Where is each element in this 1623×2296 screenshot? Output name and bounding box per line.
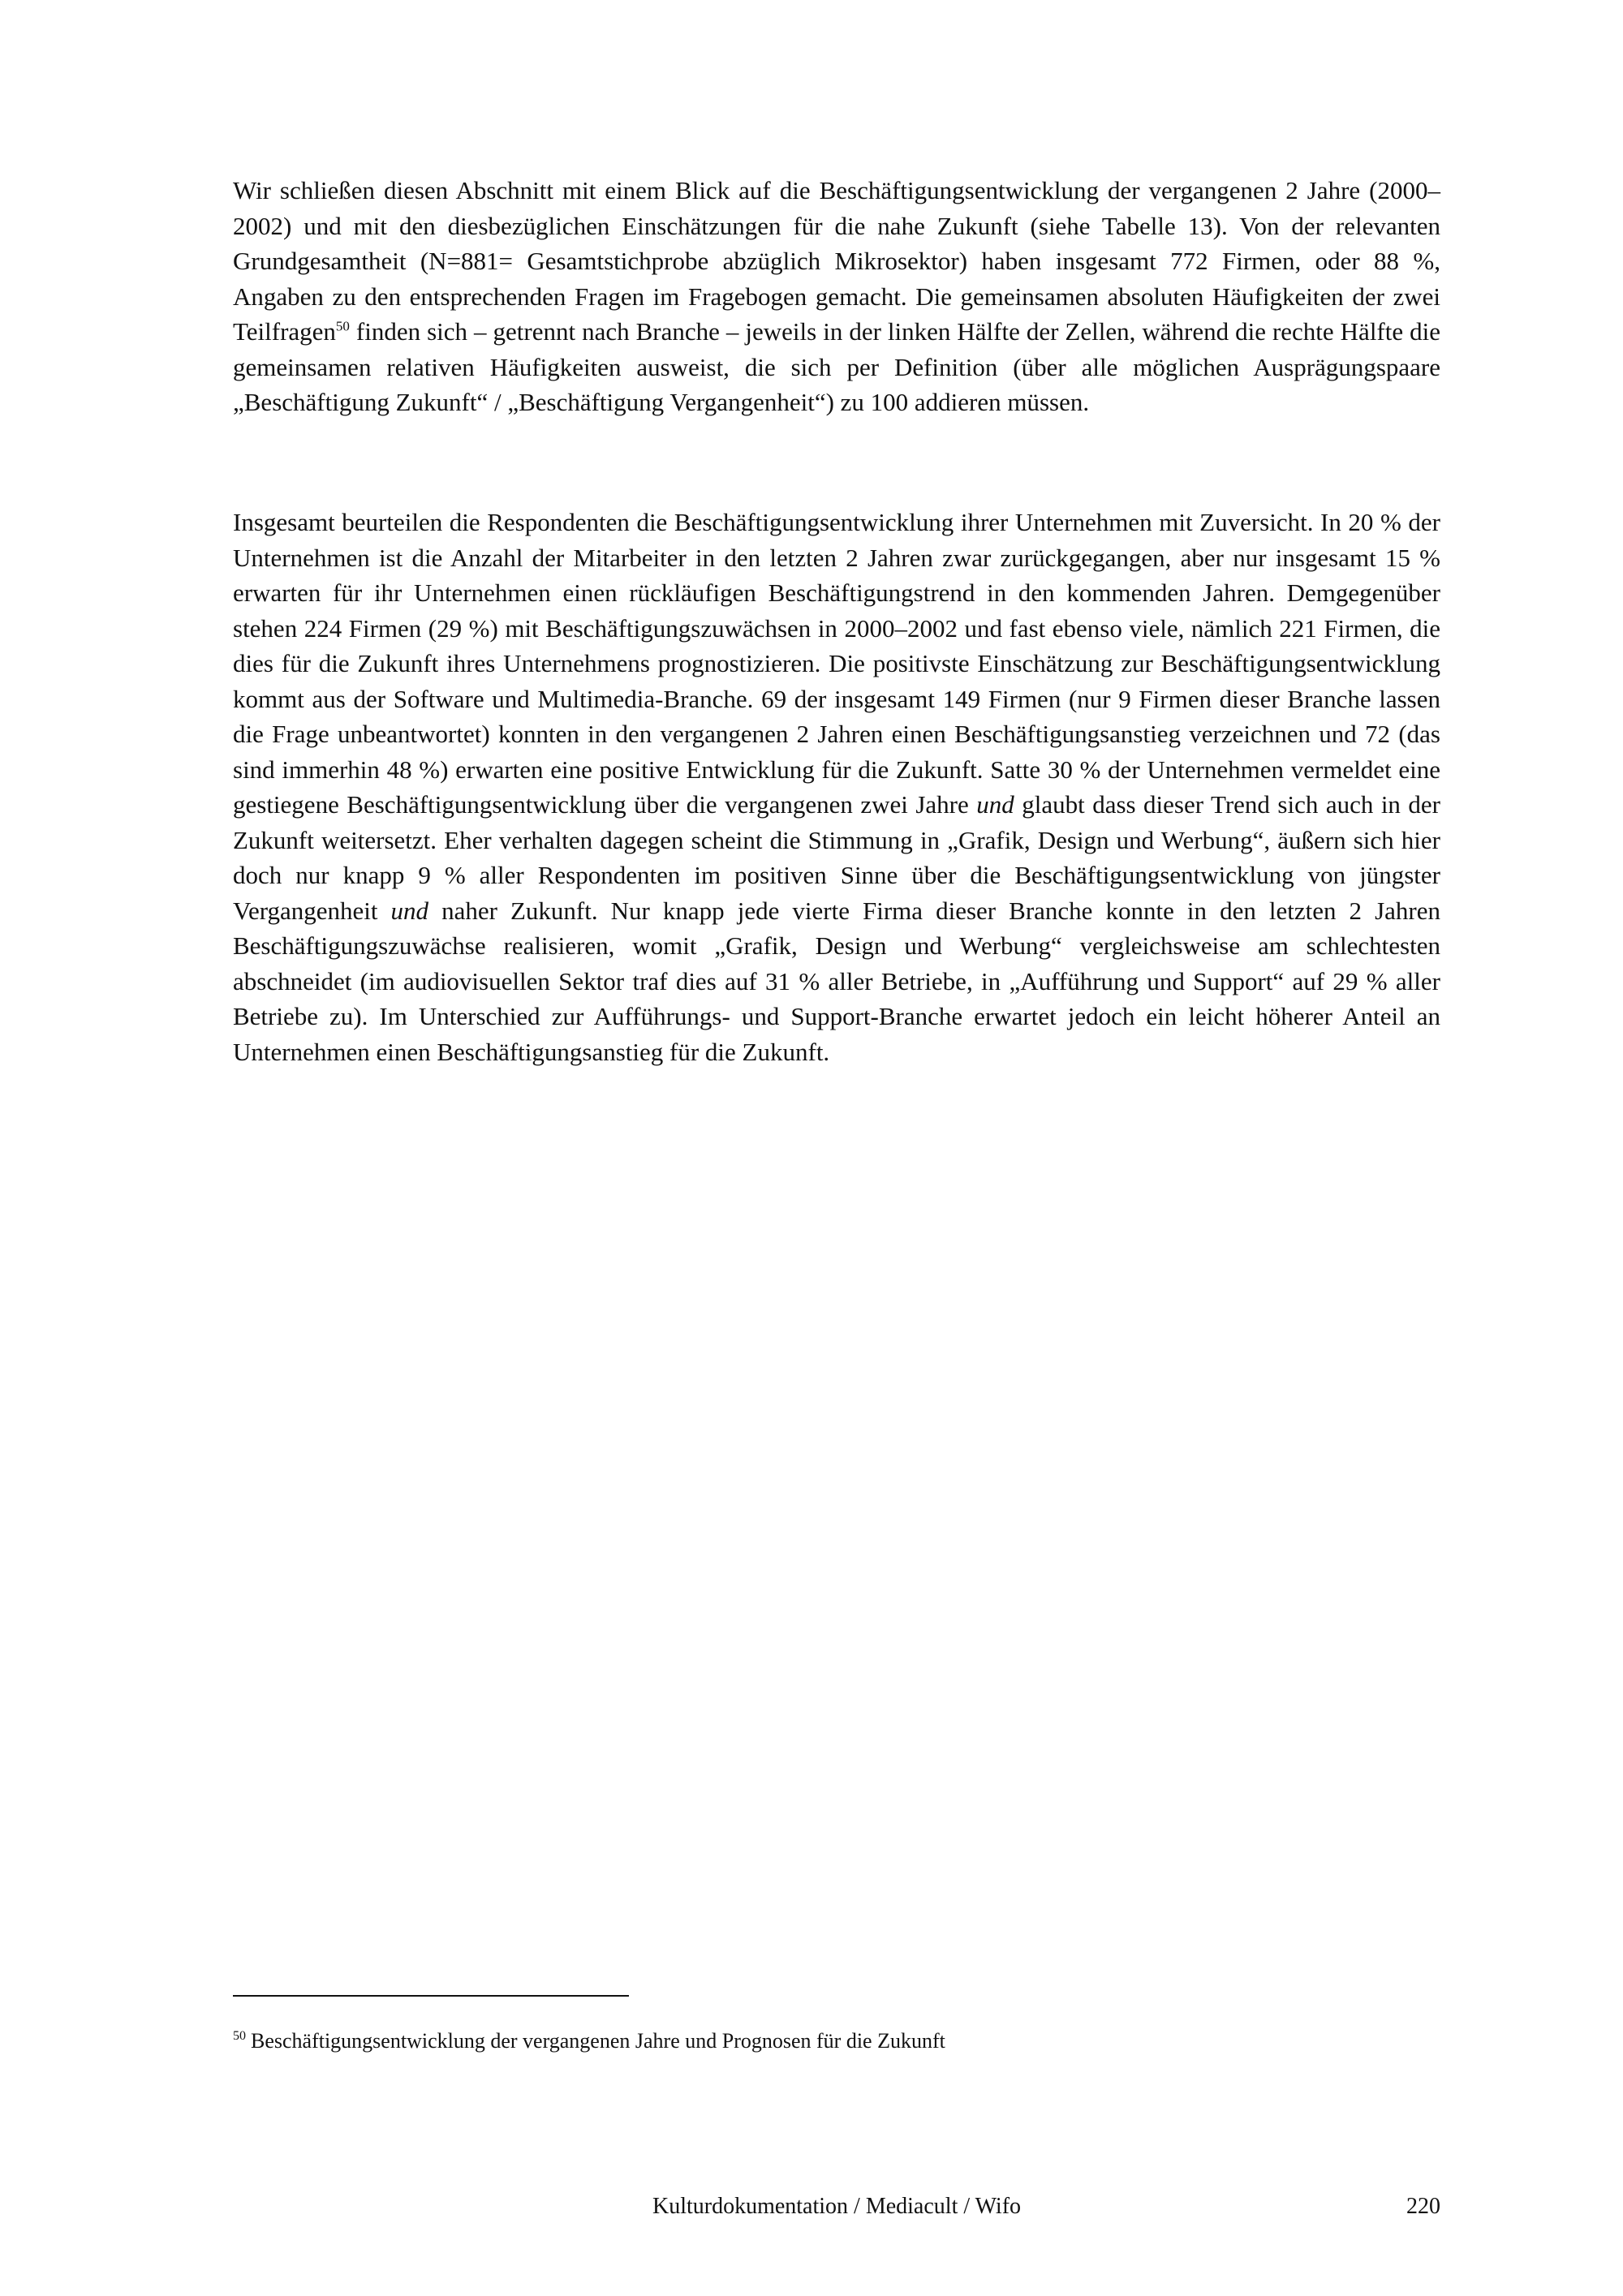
paragraph-1-text-a: Wir schließen diesen Abschnitt mit einem Blick auf die Beschäftigungsentwicklung der vergangenen 2 Jahre (2000–2002) und mit den diesbezüglichen Einschätzungen für die nahe Zukunft (siehe Tabelle 13). Von der relevanten Grundgesamtheit (N=881= Gesamtstichprobe abzüglich Mikrosektor) haben insgesamt 772 Firmen, oder 88 %, Angaben zu den entsprechenden Fragen im Fragebogen gemacht. Die gemeinsamen absoluten Häufigkeiten der zwei Teilfragen bbox=[233, 176, 1440, 346]
footnote-text: Beschäftigungsentwicklung der vergangenen Jahre und Prognosen für die Zukunft bbox=[251, 2029, 945, 2053]
page-number: 220 bbox=[1406, 2194, 1440, 2219]
footnote-reference[interactable]: 50 bbox=[335, 318, 350, 334]
emphasis-und-1: und bbox=[976, 790, 1014, 819]
footer-source: Kulturdokumentation / Mediacult / Wifo bbox=[652, 2194, 1022, 2219]
footnote bbox=[233, 2027, 1440, 2055]
body-paragraph-2 bbox=[233, 505, 1440, 1069]
emphasis-und-2: und bbox=[390, 896, 429, 925]
paragraph-1-text-b: finden sich – getrennt nach Branche – jeweils in der linken Hälfte der Zellen, während die rechte Hälfte die gemeinsamen relativen Häufigkeiten ausweist, die sich per Definition (über alle möglichen Ausprägungspaare „Beschäftigung Zukunft“ / „Beschäftigung Vergangenheit“) zu 100 addieren müssen. bbox=[233, 317, 1440, 416]
paragraph-2-text-a: Insgesamt beurteilen die Respondenten die Beschäftigungsentwicklung ihrer Unternehmen mit Zuversicht. In 20 % der Unternehmen ist die Anzahl der Mitarbeiter in den letzten 2 Jahren zwar zurückgegangen, aber nur insgesamt 15 % erwarten für ihr Unternehmen einen rückläufigen Beschäftigungstrend in den kommenden Jahren. Demgegenüber stehen 224 Firmen (29 %) mit Beschäftigungszuwächsen in 2000–2002 und fast ebenso viele, nämlich 221 Firmen, die dies für die Zukunft ihres Unternehmens prognostizieren. Die positivste Einschätzung zur Beschäftigungsentwicklung kommt aus der Software und Multimedia-Branche. 69 der insgesamt 149 Firmen (nur 9 Firmen dieser Branche lassen die Frage unbeantwortet) konnten in den vergangenen 2 Jahren einen Beschäftigungsanstieg verzeichnen und 72 (das sind immerhin 48 %) erwarten eine positive Entwicklung für die Zukunft. Satte 30 % der Unternehmen vermeldet eine gestiegene Beschäftigungsentwicklung über die vergangenen zwei Jahre bbox=[233, 508, 1440, 819]
body-paragraph-1 bbox=[233, 173, 1440, 420]
paragraph-text bbox=[233, 505, 1440, 1069]
footnote-separator bbox=[233, 1995, 629, 1997]
paragraph-text bbox=[233, 173, 1440, 420]
footnote-number: 50 bbox=[233, 2029, 246, 2044]
paragraph-2-text-b: glaubt dass dieser Trend sich auch in der Zukunft weitersetzt. Eher verhalten dagegen scheint die Stimmung in „Grafik, Design und Werbung“, äußern sich hier doch nur knapp 9 % aller Respondenten im positiven Sinne über die Beschäftigungsentwicklung von jüngster Vergangenheit bbox=[233, 790, 1440, 925]
paragraph-2-text-c: naher Zukunft. Nur knapp jede vierte Firma dieser Branche konnte in den letzten 2 Jahren Beschäftigungszuwächse realisieren, womit „Grafik, Design und Werbung“ vergleichsweise am schlechtesten abschneidet (im audiovisuellen Sektor traf dies auf 31 % aller Betriebe, in „Aufführung und Support“ auf 29 % aller Betriebe zu). Im Unterschied zur Aufführungs- und Support-Branche erwartet jedoch ein leicht höherer Anteil an Unternehmen einen Beschäftigungsanstieg für die Zukunft. bbox=[233, 896, 1440, 1066]
page-footer bbox=[233, 2191, 1440, 2223]
